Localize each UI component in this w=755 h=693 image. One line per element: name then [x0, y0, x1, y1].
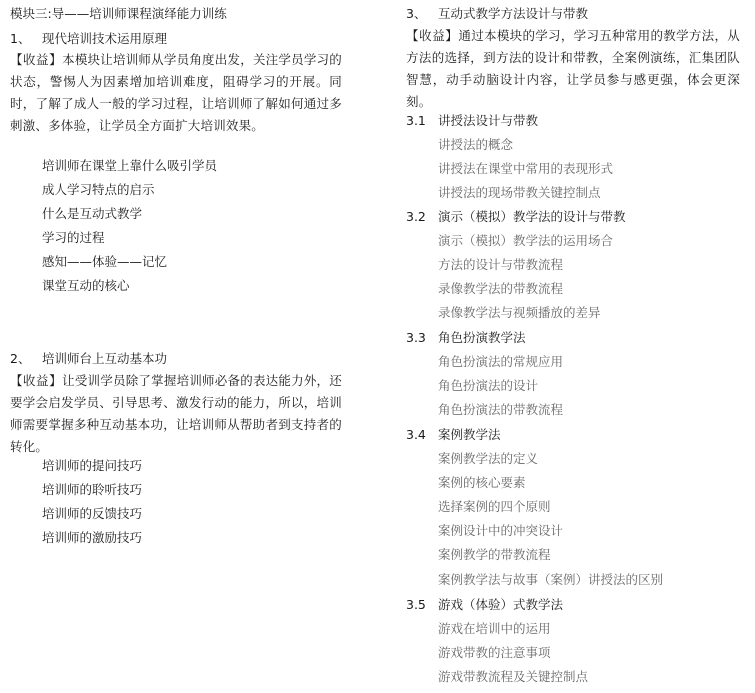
list-item: 案例的核心要素	[438, 475, 526, 490]
list-item: 学习的过程	[42, 230, 105, 245]
section-3-title: 互动式教学方法设计与带教	[438, 6, 589, 21]
list-item: 讲授法的概念	[438, 137, 514, 152]
section-2-benefit	[10, 370, 342, 458]
list-item: 讲授法在课堂中常用的表现形式	[438, 161, 614, 176]
list-item: 角色扮演法的设计	[438, 378, 539, 393]
list-item: 培训师的激励技巧	[42, 530, 143, 545]
section-2-heading	[10, 351, 167, 367]
subsection-title: 游戏（体验）式教学法	[438, 597, 564, 612]
list-item: 案例设计中的冲突设计	[438, 523, 564, 538]
section-2-number: 2、	[10, 351, 31, 366]
section-1-number: 1、	[10, 31, 31, 46]
subsection-number: 3.4	[406, 427, 426, 442]
list-item: 培训师的聆听技巧	[42, 482, 143, 497]
subsection-heading	[406, 597, 563, 613]
subsection-heading	[406, 427, 501, 443]
benefit-text: 让受训学员除了掌握培训师必备的表达能力外，还要学会启发学员、引导思考、激发行动的能力，所以，培训师需要掌握多种互动基本功，让培训师从帮助者到支持者的转化。	[10, 373, 342, 454]
section-1-title: 现代培训技术运用原理	[42, 31, 168, 46]
list-item: 游戏带教流程及关键控制点	[438, 669, 589, 684]
section-3-number: 3、	[406, 6, 427, 21]
list-item: 录像教学法的带教流程	[438, 281, 564, 296]
subsection-heading	[406, 113, 538, 129]
subsection-number: 3.1	[406, 113, 426, 128]
list-item: 什么是互动式教学	[42, 206, 143, 221]
benefit-tag: 【收益】	[406, 28, 459, 43]
section-1-benefit	[10, 49, 342, 137]
list-item: 游戏在培训中的运用	[438, 621, 551, 636]
subsection-number: 3.5	[406, 597, 426, 612]
list-item: 演示（模拟）教学法的运用场合	[438, 233, 614, 248]
subsection-heading	[406, 209, 626, 225]
subsection-number: 3.2	[406, 209, 426, 224]
subsection-title: 案例教学法	[438, 427, 501, 442]
list-item: 成人学习特点的启示	[42, 182, 155, 197]
list-item: 讲授法的现场带教关键控制点	[438, 185, 601, 200]
subsection-title: 讲授法设计与带教	[438, 113, 539, 128]
subsection-title: 角色扮演教学法	[438, 330, 526, 345]
benefit-text: 通过本模块的学习，学习五种常用的教学方法，从方法的选择，到方法的设计和带教，全案例演练，汇集团队智慧，动手动脑设计内容，让学员参与感更强，体会更深刻。	[406, 28, 740, 109]
list-item: 角色扮演法的带教流程	[438, 402, 564, 417]
list-item: 课堂互动的核心	[42, 278, 130, 293]
list-item: 录像教学法与视频播放的差异	[438, 305, 601, 320]
list-item: 培训师的提问技巧	[42, 458, 143, 473]
list-item: 角色扮演法的常规应用	[438, 354, 564, 369]
subsection-title: 演示（模拟）教学法的设计与带教	[438, 209, 626, 224]
subsection-heading	[406, 330, 526, 346]
benefit-tag: 【收益】	[10, 373, 63, 388]
list-item: 案例教学法的定义	[438, 451, 539, 466]
list-item: 游戏带教的注意事项	[438, 645, 551, 660]
section-3-heading	[406, 6, 588, 22]
section-1-heading	[10, 31, 167, 47]
list-item: 感知——体验——记忆	[42, 254, 168, 269]
list-item: 案例教学法与故事（案例）讲授法的区别	[438, 572, 664, 587]
list-item: 培训师在课堂上靠什么吸引学员	[42, 158, 218, 173]
list-item: 选择案例的四个原则	[438, 499, 551, 514]
section-2-title: 培训师台上互动基本功	[42, 351, 168, 366]
list-item: 培训师的反馈技巧	[42, 506, 143, 521]
list-item: 方法的设计与带教流程	[438, 257, 564, 272]
benefit-text: 本模块让培训师从学员角度出发，关注学员学习的状态，警惕人为因素增加培训难度，阻碍学习的开展。同时，了解了成人一般的学习过程，让培训师了解如何通过多刺激、多体验，让学员全方面扩大培训效果。	[10, 52, 342, 133]
benefit-tag: 【收益】	[10, 52, 63, 67]
module-title: 模块三:导——培训师课程演绎能力训练	[10, 6, 227, 21]
list-item: 案例教学的带教流程	[438, 547, 551, 562]
section-3-benefit	[406, 25, 740, 113]
subsection-number: 3.3	[406, 330, 426, 345]
